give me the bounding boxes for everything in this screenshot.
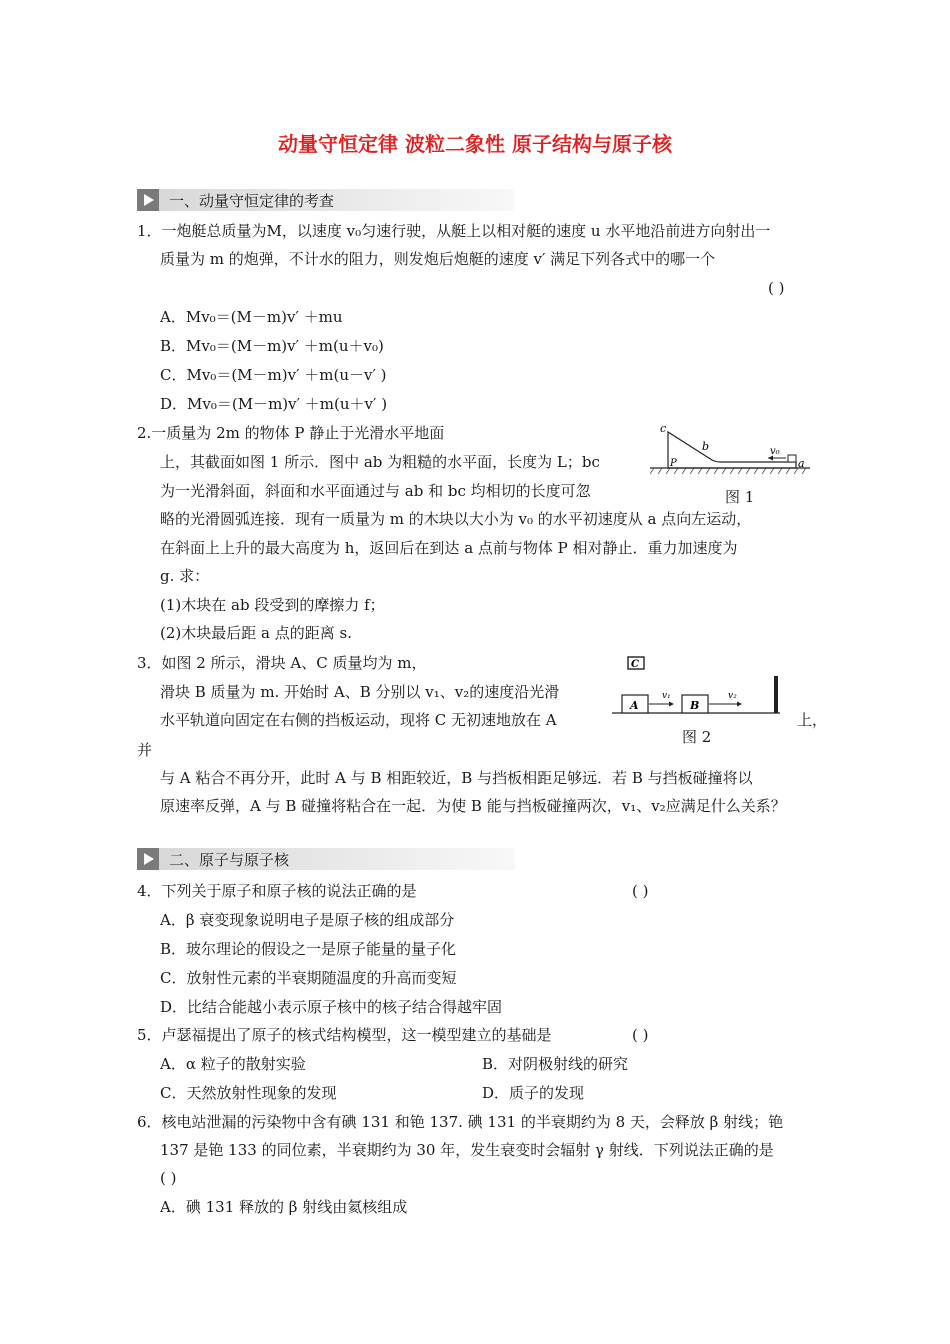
figure-2-caption: 图 2 [682,728,712,746]
q3-stem-line-end: 上， [797,711,828,729]
fig1-label-p: P [670,458,677,469]
figure-1-caption: 图 1 [725,488,755,506]
q3-stem-line: 3．如图 2 所示，滑块 A、C 质量均为 m， [137,654,427,672]
q2-stem-line: g. 求： [160,567,210,585]
section-header-1 [137,189,515,211]
q4-stem: 4．下列关于原子和原子核的说法正确的是 [137,882,417,900]
q4-option-b: B．玻尔理论的假设之一是原子能量的量子化 [160,940,457,958]
figure-1-diagram [650,420,820,482]
q2-stem-line: 在斜面上上升的最大高度为 h，返回后在到达 a 点前与物体 P 相对静止．重力加速度为 [160,539,738,557]
q5-option-d: D．质子的发现 [482,1084,585,1102]
fig2-label-v1: v₁ [662,691,671,701]
q3-stem-line: 滑块 B 质量为 m. 开始时 A、B 分别以 v₁、v₂的速度沿光滑 [160,683,560,701]
fig2-label-v2: v₂ [728,691,737,701]
q6-stem-line: 137 是铯 133 的同位素，半衰期约为 30 年，发生衰变时会辐射 γ 射线．下列说法正确的是 [160,1141,774,1159]
q6-option-a: A．碘 131 释放的 β 射线由氦核组成 [160,1198,408,1216]
q1-stem-line: 1．一炮艇总质量为M，以速度 v₀匀速行驶，从艇上以相对艇的速度 u 水平地沿前进方向射出一 [137,222,771,240]
fig1-label-c: c [660,422,667,435]
q1-stem-line: 质量为 m 的炮弹，不计水的阻力，则发炮后炮艇的速度 v′ 满足下列各式中的哪一个 [160,250,716,268]
answer-bracket: ( ) [160,1169,177,1187]
q3-stem-line: 与 A 粘合不再分开，此时 A 与 B 相距较近，B 与挡板相距足够远．若 B 与挡板碰撞将以 [160,769,753,787]
fig1-label-a: a [798,457,805,470]
play-arrow-icon [137,189,159,211]
q5-option-b: B．对阴极射线的研究 [482,1055,629,1073]
fig1-label-v0: v₀ [770,446,780,457]
section-title: 二、原子与原子核 [169,851,290,869]
fig1-label-b: b [702,440,710,453]
q3-stem-line: 水平轨道向固定在右侧的挡板运动，现将 C 无初速地放在 A [160,711,557,729]
fig2-label-c: C [631,659,639,670]
answer-bracket: ( ) [768,279,785,297]
q5-option-a: A．α 粒子的散射实验 [160,1055,306,1073]
q2-stem-line: 2.一质量为 2m 的物体 P 静止于光滑水平地面 [137,424,445,442]
page-title: 动量守恒定律 波粒二象性 原子结构与原子核 [278,132,672,156]
q4-option-c: C．放射性元素的半衰期随温度的升高而变短 [160,969,457,987]
fig2-label-a: A [630,699,639,712]
fig2-label-b: B [690,699,700,712]
q5-stem: 5．卢瑟福提出了原子的核式结构模型，这一模型建立的基础是 [137,1026,552,1044]
q4-option-a: A．β 衰变现象说明电子是原子核的组成部分 [160,911,455,929]
section-header-2 [137,848,515,870]
answer-bracket: ( ) [632,1026,649,1044]
play-arrow-icon [137,848,159,870]
q5-option-c: C．天然放射性现象的发现 [160,1084,337,1102]
q2-subquestion: (2)木块最后距 a 点的距离 s. [160,624,352,642]
q4-option-d: D．比结合能越小表示原子核中的核子结合得越牢固 [160,998,503,1016]
q3-stem-line: 并 [137,741,153,759]
q1-option-a: A．Mv₀＝(M－m)v′ ＋mu [160,308,343,326]
answer-bracket: ( ) [632,882,649,900]
q1-option-c: C．Mv₀＝(M－m)v′ ＋m(u－v′ ) [160,366,387,384]
q2-stem-line: 略的光滑圆弧连接．现有一质量为 m 的木块以大小为 v₀ 的水平初速度从 a 点向左运动， [160,510,752,528]
q1-option-d: D．Mv₀＝(M－m)v′ ＋m(u＋v′ ) [160,395,388,413]
q2-stem-line: 为一光滑斜面，斜面和水平面通过与 ab 和 bc 均相切的长度可忽 [160,482,591,500]
q2-stem-line: 上，其截面如图 1 所示．图中 ab 为粗糙的水平面，长度为 L；bc [160,453,600,471]
section-title: 一、动量守恒定律的考查 [169,192,335,210]
q1-option-b: B．Mv₀＝(M－m)v′ ＋m(u＋v₀) [160,337,384,355]
q3-stem-line: 原速率反弹，A 与 B 碰撞将粘合在一起．为使 B 能与挡板碰撞两次，v₁、v₂应满足什么关系？ [160,797,786,815]
q6-stem-line: 6．核电站泄漏的污染物中含有碘 131 和铯 137. 碘 131 的半衰期约为 8 天，会释放 β 射线；铯 [137,1113,784,1131]
q2-subquestion: (1)木块在 ab 段受到的摩擦力 f； [160,596,385,614]
figure-2-diagram [612,652,787,720]
